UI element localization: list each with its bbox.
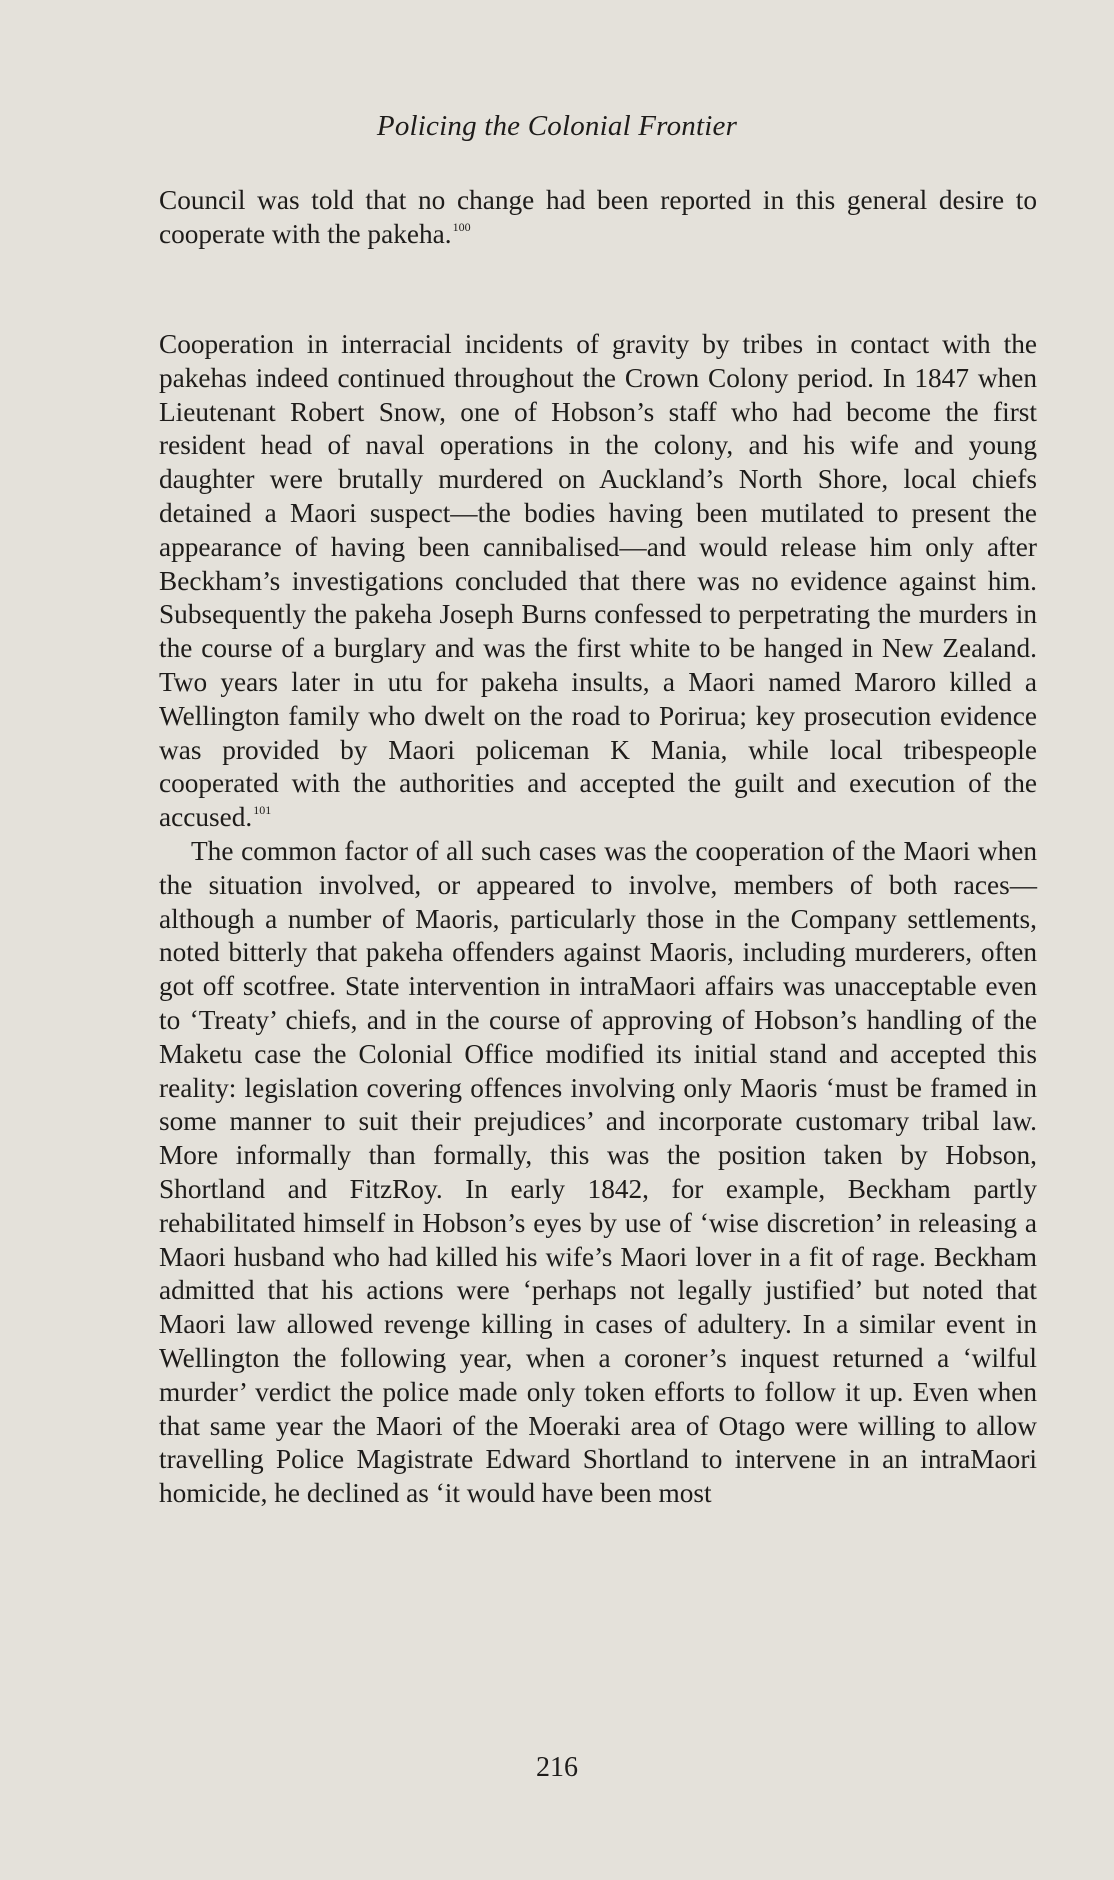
continuation-text: Council was told that no change had been reported in this general desire to cooperate with the pakeha. [159,185,1037,249]
footnote-ref-101: 101 [253,803,272,818]
running-head: Policing the Colonial Frontier [376,110,738,142]
paragraph-cooperation [159,328,1037,835]
paragraph-common-factor: The common factor of all such cases was the cooperation of the Maori when the situation involved, or appeared to involve, members of both races—although a number of Maoris, particularly those in the Company settlements, noted bitterly that pakeha offenders against Maoris, including murderers, often got off scotfree. State intervention in intraMaori affairs was unacceptable even to ‘Treaty’ chiefs, and in the course of approving of Hobson’s handling of the Maketu case the Colonial Office modified its initial stand and accepted this reality: legislation covering offences involving only Maoris ‘must be framed in some manner to suit their prejudices’ and incorporate customary tribal law. More informally than formally, this was the position taken by Hobson, Shortland and FitzRoy. In early 1842, for example, Beckham partly rehabilitated himself in Hobson’s eyes by use of ‘wise discretion’ in releasing a Maori husband who had killed his wife’s Maori lover in a fit of rage. Beckham admitted that his actions were ‘perhaps not legally justified’ but noted that Maori law allowed revenge killing in cases of adultery. In a similar event in Wellington the following year, when a coroner’s inquest returned a ‘wilful murder’ verdict the police made only token efforts to follow it up. Even when that same year the Maori of the Moeraki area of Otago were willing to allow travelling Police Magistrate Edward Shortland to intervene in an intraMaori homicide, he declined as ‘it would have been most [159,835,1037,1509]
page-number: 216 [536,1752,578,1783]
continuation-paragraph [159,184,1037,252]
footnote-ref-100: 100 [452,219,471,234]
paragraph-1-text: Cooperation in interracial incidents of gravity by tribes in contact with the pakehas indeed continued throughout the Crown Colony period. In 1847 when Lieutenant Robert Snow, one of Hobson’s staff who had become the first resident head of naval operations in the colony, and his wife and young daughter were brutally murdered on Auckland’s North Shore, local chiefs detained a Maori suspect—the bodies having been mutilated to present the appearance of having been cannibalised—and would release him only after Beckham’s investigations concluded that there was no evidence against him. Subsequently the pakeha Joseph Burns confessed to perpetrating the murders in the course of a burglary and was the first white to be hanged in New Zealand. Two years later in utu for pakeha insults, a Maori named Maroro killed a Wellington family who dwelt on the road to Porirua; key prosecution evidence was provided by Maori policeman K Mania, while local tribespeople cooperated with the authorities and accepted the guilt and execution of the accused. [159,329,1037,833]
body-text [159,328,1037,1511]
